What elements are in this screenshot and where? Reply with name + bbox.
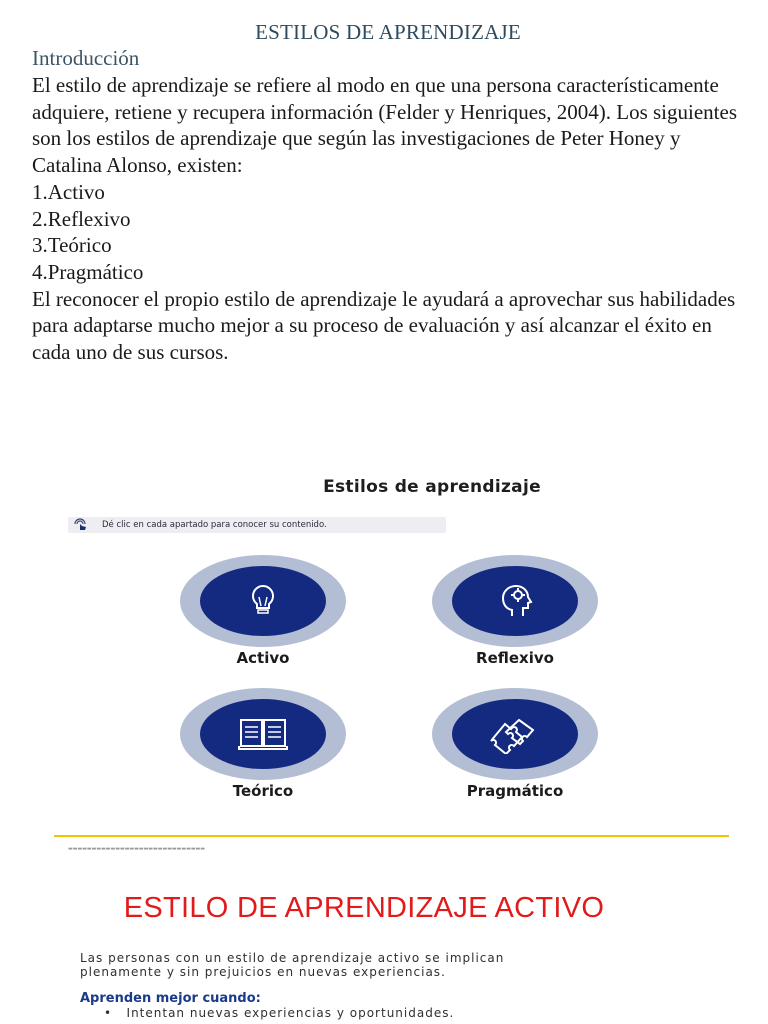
section-text-line2: plenamente y sin prejuicios en nuevas experiencias.	[80, 964, 446, 979]
open-book-icon	[238, 716, 288, 752]
section-subheading: Aprenden mejor cuando:	[80, 991, 261, 1006]
section-title: ESTILO DE APRENDIZAJE ACTIVO	[123, 892, 605, 924]
faint-footer-line: ▬▬▬▬▬▬▬▬▬▬▬▬▬▬▬▬▬▬▬▬▬▬▬▬▬▬▬▬▬	[68, 846, 205, 852]
reflexivo-halo	[432, 555, 598, 647]
section-bullet-text: Intentan nuevas experiencias y oportunidades.	[126, 1006, 455, 1020]
pragmatico-label: Pragmático	[466, 782, 564, 800]
list-item-activo: 1.Activo	[32, 179, 105, 204]
reflexivo-label: Reflexivo	[476, 649, 554, 667]
style-activo-button[interactable]	[180, 555, 346, 667]
closing-paragraph: El reconocer el propio estilo de aprendizaje le ayudará a aprovechar sus habilidades para adaptarse mucho mejor a su proceso de evaluación y así alcanzar el éxito en cada uno de sus cursos.	[32, 286, 736, 365]
list-item-reflexivo: 2.Reflexivo	[32, 206, 131, 231]
pragmatico-halo	[432, 688, 598, 780]
pragmatico-core	[452, 699, 578, 769]
style-reflexivo-button[interactable]	[432, 555, 598, 667]
section-text-line1: Las personas con un estilo de aprendizaje activo se implican	[80, 951, 505, 965]
teorico-halo	[180, 688, 346, 780]
lightbulb-icon	[243, 581, 283, 621]
style-teorico-button[interactable]	[180, 688, 346, 800]
click-hint-text: Dé clic en cada apartado para conocer su contenido.	[102, 520, 327, 530]
section-bullet-item: • Intentan nuevas experiencias y oportunidades.	[104, 1006, 455, 1020]
learning-styles-graphic	[40, 455, 740, 855]
section-description	[80, 952, 504, 979]
teorico-core	[200, 699, 326, 769]
puzzle-icon	[489, 714, 541, 754]
list-item-teorico: 3.Teórico	[32, 233, 112, 258]
graphic-title: Estilos de aprendizaje	[323, 477, 541, 497]
activo-core	[200, 566, 326, 636]
list-item-pragmatico: 4.Pragmático	[32, 259, 144, 284]
intro-body	[32, 72, 742, 366]
touch-icon	[68, 517, 98, 533]
activo-label: Activo	[236, 649, 290, 667]
head-gear-icon	[494, 580, 536, 622]
activo-halo	[180, 555, 346, 647]
yellow-divider	[54, 835, 729, 837]
teorico-label: Teórico	[232, 782, 294, 800]
style-pragmatico-button[interactable]	[432, 688, 598, 800]
intro-paragraph: El estilo de aprendizaje se refiere al modo en que una persona característicamente adquiere, retiene y recupera información (Felder y Henriques, 2004). Los siguientes son los estilos de aprendizaje que según las investigaciones de Peter Honey y Catalina Alonso, existen:	[32, 73, 737, 178]
intro-heading: Introducción	[32, 46, 140, 70]
click-hint-bar	[68, 517, 446, 533]
document-title: ESTILOS DE APRENDIZAJE	[255, 20, 521, 44]
reflexivo-core	[452, 566, 578, 636]
